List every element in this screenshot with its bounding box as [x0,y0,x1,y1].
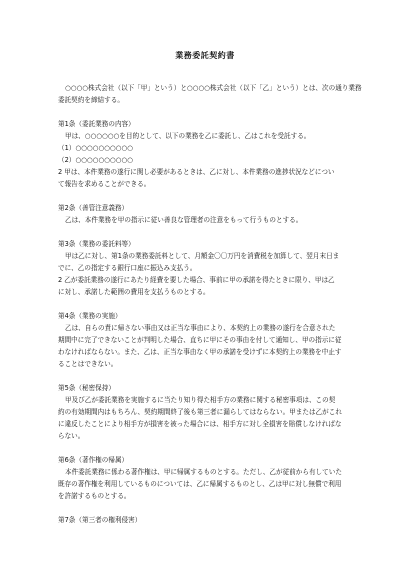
article-line: 2 乙が委託業務の遂行にあたり経費を要した場合、事前に甲の承諾を得たときに限り、甲は乙 [58,276,335,284]
article-line: 約の有効期間内はもちろん、契約期間終了後も第三者に漏らしてはならない。甲または乙がこれ [58,408,342,416]
article-heading: 第3条（業務の委託料等） [58,240,135,248]
article-line: て報告を求めることができる。 [58,180,151,188]
article-line: 本件委託業務に係わる著作権は、甲に帰属するものとする。ただし、乙が従前から有していた [65,468,342,476]
article-heading: 第7条（第三者の権利侵害） [58,516,142,524]
document-body [58,82,366,526]
preamble-line: 委託契約を締結する。 [58,96,124,104]
article-line: 期間中に完了できないことが判明した場合、直ちに甲にその事由を付して通知し、甲の指示に従 [58,336,342,344]
article-line: わなければならない。また、乙は、正当な事由なく甲の承諾を受けずに本契約上の業務を中止す [58,348,342,356]
article-heading: 第5条（秘密保持） [58,384,115,392]
article-heading: 第4条（業務の実施） [58,312,122,320]
article-line: 乙は、本件業務を甲の指示に従い善良な管理者の注意をもって行うものとする。 [65,216,303,224]
article-line: （1）○○○○○○○○○○ [58,144,133,152]
preamble-line: ○○○○株式会社（以下「甲」という）と○○○○株式会社（以下「乙」という）とは、次の通り業務 [65,84,362,92]
article-line: （2）○○○○○○○○○○ [58,156,133,164]
article-line: ることはできない。 [58,360,118,368]
article-line: 乙は、自らの責に帰さない事由又は正当な事由により、本契約上の業務の遂行を合意された [65,324,336,332]
article-line: に対し、承諾した範囲の費用を支払うものとする。 [58,288,210,296]
article-line: 甲及び乙が委託業務を実施するに当たり知り得た相手方の業務に関する秘密事項は、この契 [65,396,336,404]
article-line: 甲は、○○○○○○を目的として、以下の業務を乙に委託し、乙はこれを受託する。 [65,132,311,140]
article-line: でに、乙の指定する銀行口座に振込み支払う。 [58,264,197,272]
article-line: に違反したことにより相手方が損害を被った場合には、相手方に対し全損害を賠償しなければな [58,420,342,428]
article-line: 2 甲は、本件業務の遂行に関し必要があるときは、乙に対し、本件業務の進捗状況などについ [58,168,335,176]
article-line: 甲は乙に対し、第1条の業務委託料として、月額金〇〇万円を消費税を加算して、翌月末日ま [65,252,340,260]
article-heading: 第2条（善管注意義務） [58,204,129,212]
document-title: 業務委託契約書 [175,51,235,60]
article-line: を許諾するものとする。 [58,492,131,500]
article-heading: 第6条（著作権の帰属） [58,456,129,464]
article-heading: 第1条（委託業務の内容） [58,120,135,128]
article-line: 既存の著作権を利用しているものについては、乙に帰属するものとし、乙は甲に対し無償で利用 [58,480,342,488]
article-line: らない。 [58,432,85,440]
